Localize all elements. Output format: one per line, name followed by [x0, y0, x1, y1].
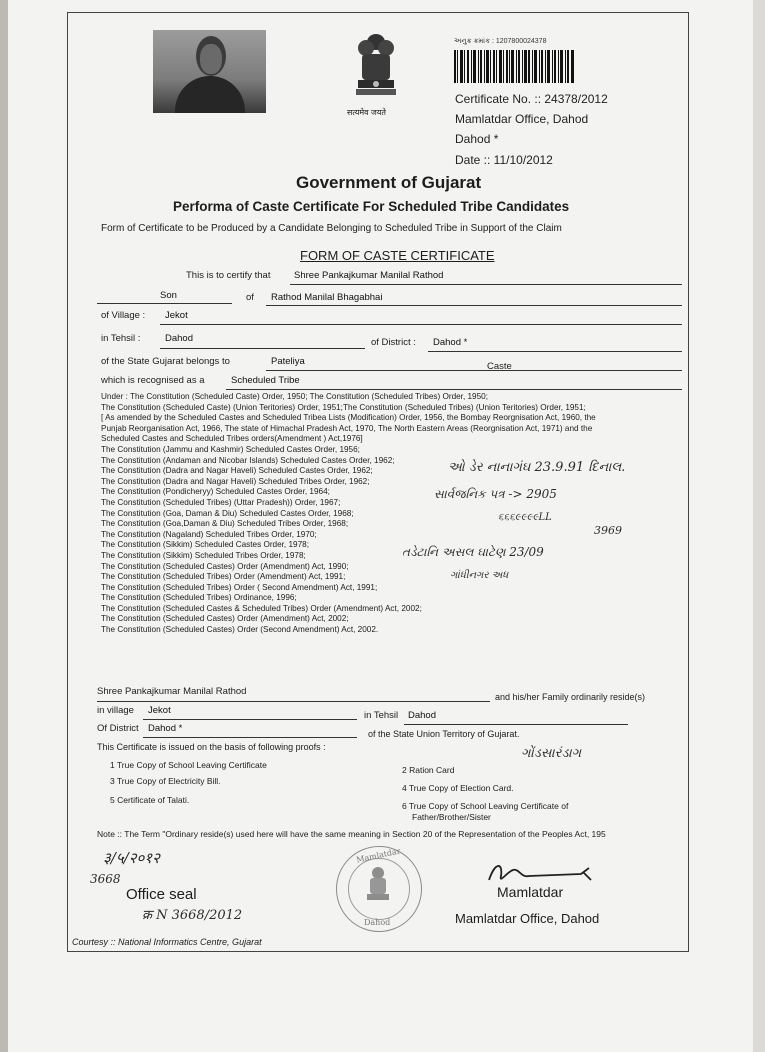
district-line [428, 351, 682, 352]
order-line: [ As amended by the Scheduled Castes and Scheduled Tribea Lists (Modification) Order, 1956, the Bombay Reorgnisation Act, 1960, the [101, 413, 596, 423]
relation-value: Son [160, 290, 177, 301]
tehsil-value: Dahod [165, 333, 193, 344]
issue-date: Date :: 11/10/2012 [455, 153, 553, 167]
order-line: The Constitution (Dadra and Nagar Haveli) Scheduled Castes Order, 1962; [101, 466, 373, 476]
issuing-office: Mamlatdar Office, Dahod [455, 112, 589, 126]
father-name: Rathod Manilal Bhagabhai [271, 292, 383, 303]
order-line: The Constitution (Scheduled Castes) Order (Amendment) Act, 2002; [101, 614, 349, 624]
village-label: of Village : [101, 310, 146, 321]
signatory-title: Mamlatdar [497, 884, 564, 900]
proofs-intro: This Certificate is issued on the basis of following proofs : [97, 742, 326, 752]
proof-item-1: 1 True Copy of School Leaving Certificate [110, 760, 267, 770]
order-line: The Constitution (Pondicheryy) Scheduled Castes Order, 1964; [101, 487, 330, 497]
signatory-office: Mamlatdar Office, Dahod [455, 911, 600, 926]
caste-label: Caste [487, 361, 512, 372]
res-tehsil-value: Dahod [408, 710, 436, 721]
state-label: of the State Gujarat belongs to [101, 356, 230, 367]
res-tehsil-label: in Tehsil [364, 710, 399, 721]
order-line: Punjab Reorganisation Act, 1966, The state of Himachal Pradesh Act, 1970, The North Eastern Areas (Reorgnisation Act, 1971) and the [101, 423, 593, 433]
government-title: Government of Gujarat [296, 173, 482, 192]
resident-line [97, 701, 490, 702]
handwritten-note-3: ૬૬૬૯૯૯૯LL [498, 512, 552, 523]
res-tehsil-line [404, 724, 628, 725]
performa-title: Performa of Caste Certificate For Scheduled Tribe Candidates [173, 199, 570, 214]
order-line: The Constitution (Scheduled Castes & Scheduled Tribes) Order (Amendment) Act, 2002; [101, 603, 422, 613]
order-line: Scheduled Castes and Scheduled Tribes orders(Amendment ) Act,1976] [101, 434, 363, 444]
village-value: Jekot [165, 310, 188, 321]
seal-text-top: Mamlatdar [355, 846, 402, 865]
handwritten-ref: क्र N 3668/2012 [142, 908, 243, 923]
handwritten-signature-mid: ગોંડસારંડાગ [521, 746, 582, 761]
order-line: The Constitution (Scheduled Castes) Order (Amendment) Act, 1990; [101, 561, 349, 571]
tehsil-label: in Tehsil : [101, 333, 141, 344]
order-line: Under : The Constitution (Scheduled Caste) Order, 1950; The Constitution (Scheduled Tribes) Order, 1950; [101, 392, 488, 401]
order-line: The Constitution (Scheduled Caste) (Union Teritories) Order, 1951;The Constitution (Scheduled Tribes) (Union Teritories) Order, 1951; [101, 402, 586, 412]
category-line [226, 389, 682, 390]
handwritten-note-4: 3969 [594, 524, 622, 537]
applicant-photo [153, 30, 266, 113]
res-village-label: in village [97, 705, 134, 716]
term-note: Note :: The Term "Ordinary reside(s) used here will have the same meaning in Section 20 of the Representation of the Peoples Act, 195 [97, 829, 606, 839]
order-line: The Constitution (Sikkim) Scheduled Castes Order, 1978; [101, 540, 309, 550]
handwritten-number: 3668 [90, 872, 121, 886]
order-line: The Constitution (Scheduled Tribes) Order ( Second Amendment) Act, 1991; [101, 582, 378, 592]
order-line: The Constitution (Goa, Daman & Diu) Scheduled Castes Order, 1968; [101, 508, 354, 518]
recognised-label: which is recognised as a [101, 375, 205, 386]
handwritten-note-2: સાર્વજનિક પત્ર -> 2905 [434, 487, 557, 501]
state-emblem-icon [352, 32, 400, 104]
barcode-label: અનુક્ર ક્રમાંક : 1207800024378 [454, 38, 547, 45]
district-label: of District : [371, 337, 416, 348]
district-value: Dahod * [433, 337, 468, 348]
certificate-number: Certificate No. :: 24378/2012 [455, 92, 608, 106]
order-line: The Constitution (Nagaland) Scheduled Tribes Order, 1970; [101, 529, 317, 539]
order-line: The Constitution (Scheduled Castes) Order (Second Amendment) Act, 2002. [101, 625, 379, 635]
office-seal-label: Office seal [126, 886, 197, 903]
order-line: The Constitution (Jammu and Kashmir) Scheduled Castes Order, 1956; [101, 444, 360, 454]
proof-item-2: 2 Ration Card [402, 765, 455, 775]
form-heading: FORM OF CASTE CERTIFICATE [300, 248, 495, 263]
handwritten-note-5: તડેટાનિ અસલ ઘાટેણ 23/09 [402, 545, 544, 559]
certify-label: This is to certify that [186, 270, 271, 281]
reside-label: and his/her Family ordinarily reside(s) [495, 692, 646, 702]
proof-item-6: 6 True Copy of School Leaving Certificate of [402, 801, 569, 811]
proof-item-5: 5 Certificate of Talati. [110, 795, 190, 805]
proof-item-6-cont: Father/Brother/Sister [412, 812, 491, 822]
handwritten-date: ३/५/२०१२ [103, 849, 160, 867]
order-line: The Constitution (Dadra and Nagar Haveli) Scheduled Tribes Order, 1962; [101, 476, 370, 486]
father-line [266, 305, 682, 306]
order-line: The Constitution (Scheduled Tribes) (Uttar Pradesh)) Order, 1967; [101, 497, 341, 507]
res-village-line [143, 719, 357, 720]
union-territory-label: of the State Union Territory of Gujarat. [368, 729, 520, 739]
order-line: The Constitution (Scheduled Tribes) Order (Amendment) Act, 1991; [101, 572, 346, 582]
name-line [290, 284, 682, 285]
emblem-motto: सत्यमेव जयते [347, 108, 386, 117]
relation-line [97, 303, 232, 304]
res-district-value: Dahod * [148, 723, 183, 734]
form-note: Form of Certificate to be Produced by a Candidate Belonging to Scheduled Tribe in Support of the Claim [101, 223, 562, 234]
order-line: The Constitution (Sikkim) Scheduled Tribes Order, 1978; [101, 550, 306, 560]
candidate-name: Shree Pankajkumar Manilal Rathod [294, 270, 444, 281]
seal-text-bottom: Dahod [364, 918, 391, 927]
proof-item-3: 3 True Copy of Electricity Bill. [110, 776, 221, 786]
tehsil-line [160, 348, 365, 349]
of-label: of [246, 292, 254, 303]
res-district-line [143, 737, 357, 738]
seal-emblem-icon [364, 866, 392, 906]
res-district-label: Of District [97, 723, 139, 734]
order-line: The Constitution (Goa,Daman & Diu) Scheduled Tribes Order, 1968; [101, 519, 349, 529]
category-value: Scheduled Tribe [231, 375, 300, 386]
order-line: The Constitution (Andaman and Nicobar Islands) Scheduled Castes Order, 1962; [101, 455, 395, 465]
courtesy-footer: Courtesy :: National Informatics Centre, Gujarat [72, 937, 262, 947]
handwritten-note-6: ગાંધીનગર અધ [450, 570, 509, 581]
caste-value: Pateliya [271, 356, 305, 367]
res-village-value: Jekot [148, 705, 171, 716]
caste-line [266, 370, 682, 371]
scan-edge-right [753, 0, 765, 1052]
issuing-place: Dahod * [455, 132, 499, 146]
resident-name: Shree Pankajkumar Manilal Rathod [97, 686, 247, 697]
order-line: The Constitution (Scheduled Tribes) Ordinance, 1996; [101, 593, 297, 603]
village-line [160, 324, 682, 325]
barcode-icon [454, 50, 574, 83]
proof-item-4: 4 True Copy of Election Card. [402, 783, 514, 793]
handwritten-note-1: ઓ ડેર નાનાગંઘ 23.9.91 દિનાલ. [448, 460, 626, 475]
scan-edge [0, 0, 8, 1052]
